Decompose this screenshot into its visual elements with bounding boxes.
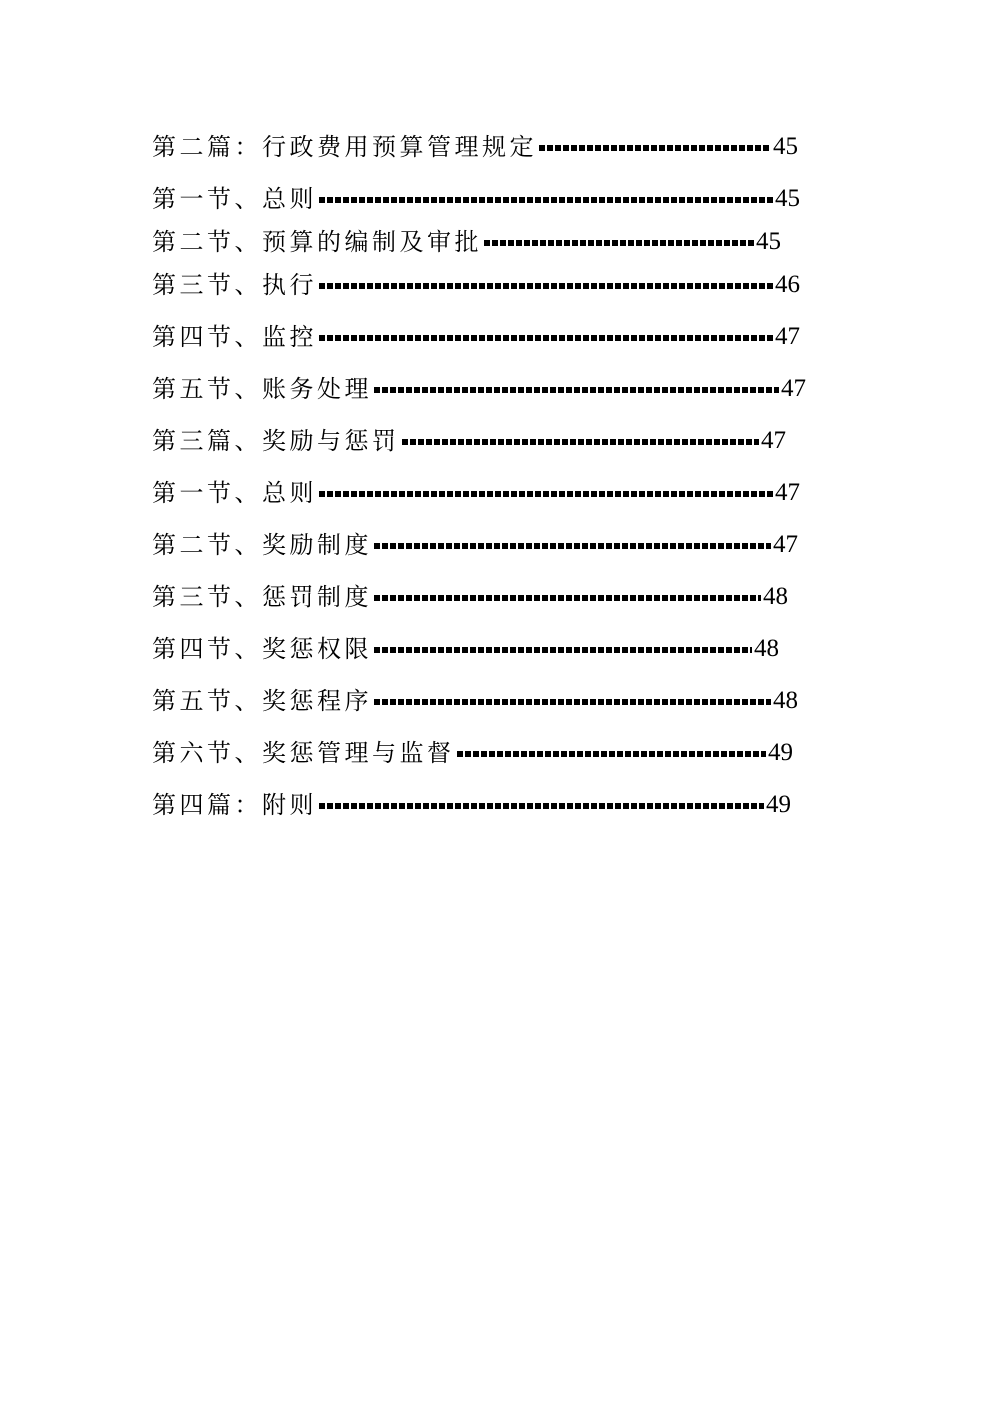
toc-leader-dots [374,387,779,393]
toc-entry-title: 第二节、预算的编制及审批 [152,228,482,256]
toc-entry-title: 第三节、惩罚制度 [152,583,372,611]
toc-entry[interactable] [152,736,793,770]
toc-entry-page: 45 [773,133,798,160]
toc-entry[interactable] [152,788,791,822]
toc-entry-page: 45 [756,228,781,255]
toc-entry-title: 第二篇：行政费用预算管理规定 [152,133,537,161]
toc-leader-dots [319,803,764,809]
toc-entry[interactable] [152,130,798,164]
toc-entry-page: 47 [761,427,786,454]
toc-leader-dots [319,197,773,203]
toc-entry-page: 45 [775,185,800,212]
toc-entry-title: 第五节、奖惩程序 [152,687,372,715]
toc-entry-title: 第六节、奖惩管理与监督 [152,739,455,767]
toc-leader-dots [319,491,773,497]
toc-leader-dots [402,439,760,445]
toc-entry-page: 47 [781,375,806,402]
toc-entry-title: 第五节、账务处理 [152,375,372,403]
toc-leader-dots [457,751,767,757]
toc-entry-page: 48 [763,583,788,610]
toc-entry[interactable] [152,632,779,666]
toc-entry-page: 46 [775,271,800,298]
toc-entry-page: 48 [773,687,798,714]
toc-leader-dots [374,699,771,705]
toc-entry[interactable] [152,528,798,562]
toc-entry[interactable] [152,268,800,302]
toc-entry-title: 第一节、总则 [152,479,317,507]
toc-entry-page: 47 [773,531,798,558]
toc-entry[interactable] [152,320,800,354]
toc-entry[interactable] [152,684,798,718]
toc-entry[interactable] [152,182,800,216]
toc-leader-dots [539,145,771,151]
toc-leader-dots [484,240,754,246]
toc-entry-page: 47 [775,479,800,506]
toc-entry-title: 第一节、总则 [152,185,317,213]
toc-leader-dots [319,335,773,341]
table-of-contents [152,0,852,900]
toc-leader-dots [319,283,773,289]
toc-entry-page: 47 [775,323,800,350]
toc-entry-title: 第四节、奖惩权限 [152,635,372,663]
toc-entry-title: 第二节、奖励制度 [152,531,372,559]
toc-entry-page: 49 [766,791,791,818]
toc-entry[interactable] [152,424,786,458]
toc-entry-title: 第四节、监控 [152,323,317,351]
toc-entry-title: 第三节、执行 [152,271,317,299]
toc-entry-page: 49 [768,739,793,766]
toc-entry[interactable] [152,580,788,614]
toc-leader-dots [374,595,761,601]
toc-entry-title: 第四篇：附则 [152,791,317,819]
toc-entry[interactable] [152,476,800,510]
toc-entry[interactable] [152,372,806,406]
toc-entry[interactable] [152,225,781,259]
toc-leader-dots [374,647,752,653]
toc-entry-title: 第三篇、奖励与惩罚 [152,427,400,455]
toc-leader-dots [374,543,771,549]
toc-entry-page: 48 [754,635,779,662]
